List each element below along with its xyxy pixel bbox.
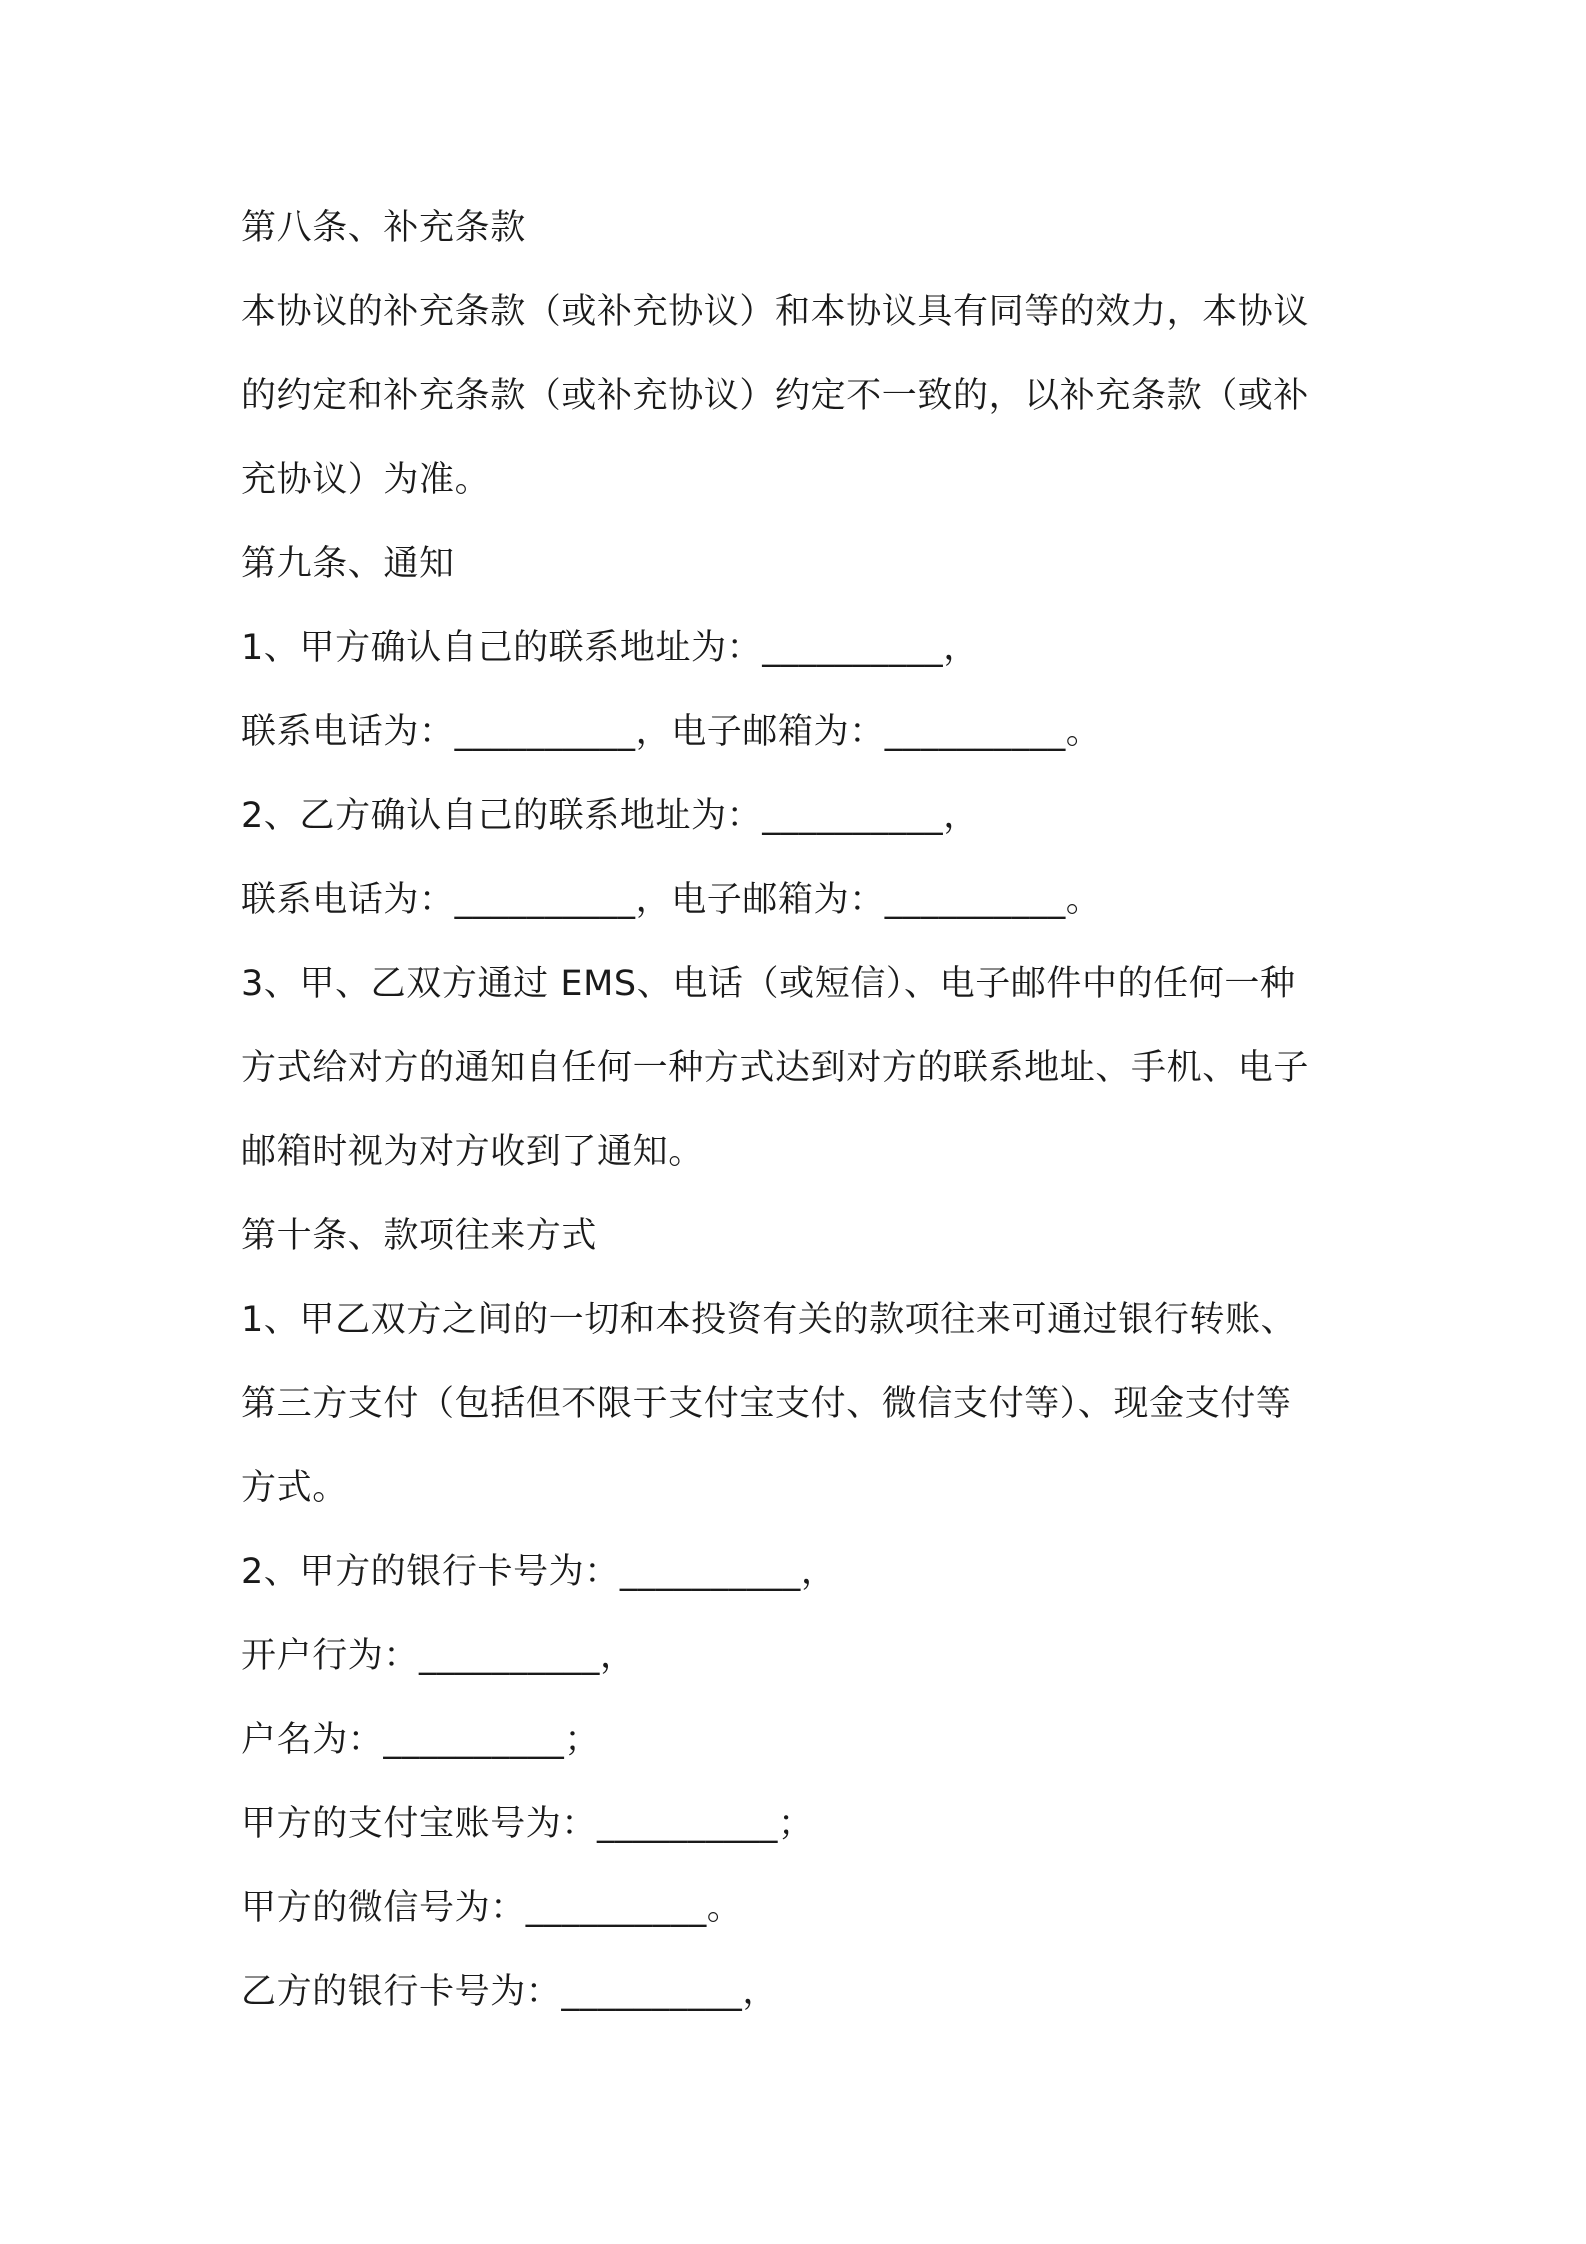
- article-8-paragraph-line: 本协议的补充条款（或补充协议）和本协议具有同等的效力，本协议: [241, 292, 1310, 332]
- party-a-alipay-line: 甲方的支付宝账号为：__________；: [241, 1804, 814, 1844]
- party-a-address-line: 1、甲方确认自己的联系地址为：__________，: [241, 628, 979, 668]
- party-b-address-line: 2、乙方确认自己的联系地址为：__________，: [241, 796, 979, 836]
- article-8-paragraph-line: 的约定和补充条款（或补充协议）约定不一致的，以补充条款（或补: [241, 376, 1310, 416]
- party-a-bank-card-line: 2、甲方的银行卡号为：__________，: [241, 1552, 837, 1592]
- notice-clause-line: 3、甲、乙双方通过 EMS、电话（或短信）、电子邮件中的任何一种: [241, 964, 1296, 1004]
- payment-clause-line: 1、甲乙双方之间的一切和本投资有关的款项往来可通过银行转账、: [241, 1300, 1297, 1340]
- party-b-contact-line: 联系电话为：__________，电子邮箱为：__________。: [241, 880, 1102, 920]
- article-9-heading: 第九条、通知: [241, 544, 455, 584]
- document-body: [241, 200, 1361, 2048]
- payment-clause-line: 第三方支付（包括但不限于支付宝支付、微信支付等）、现金支付等: [241, 1384, 1292, 1424]
- notice-clause-line: 邮箱时视为对方收到了通知。: [241, 1132, 704, 1172]
- party-a-wechat-line: 甲方的微信号为：__________。: [241, 1888, 743, 1928]
- article-10-heading: 第十条、款项往来方式: [241, 1216, 598, 1256]
- party-a-contact-line: 联系电话为：__________，电子邮箱为：__________。: [241, 712, 1102, 752]
- article-8-heading: 第八条、补充条款: [241, 208, 526, 248]
- article-8-paragraph-line: 充协议）为准。: [241, 460, 491, 500]
- party-b-bank-card-line: 乙方的银行卡号为：__________，: [241, 1972, 779, 2012]
- notice-clause-line: 方式给对方的通知自任何一种方式达到对方的联系地址、手机、电子: [241, 1048, 1310, 1088]
- party-a-bank-branch-line: 开户行为：__________，: [241, 1636, 636, 1676]
- party-a-account-name-line: 户名为：__________；: [241, 1720, 601, 1760]
- payment-clause-line: 方式。: [241, 1468, 348, 1508]
